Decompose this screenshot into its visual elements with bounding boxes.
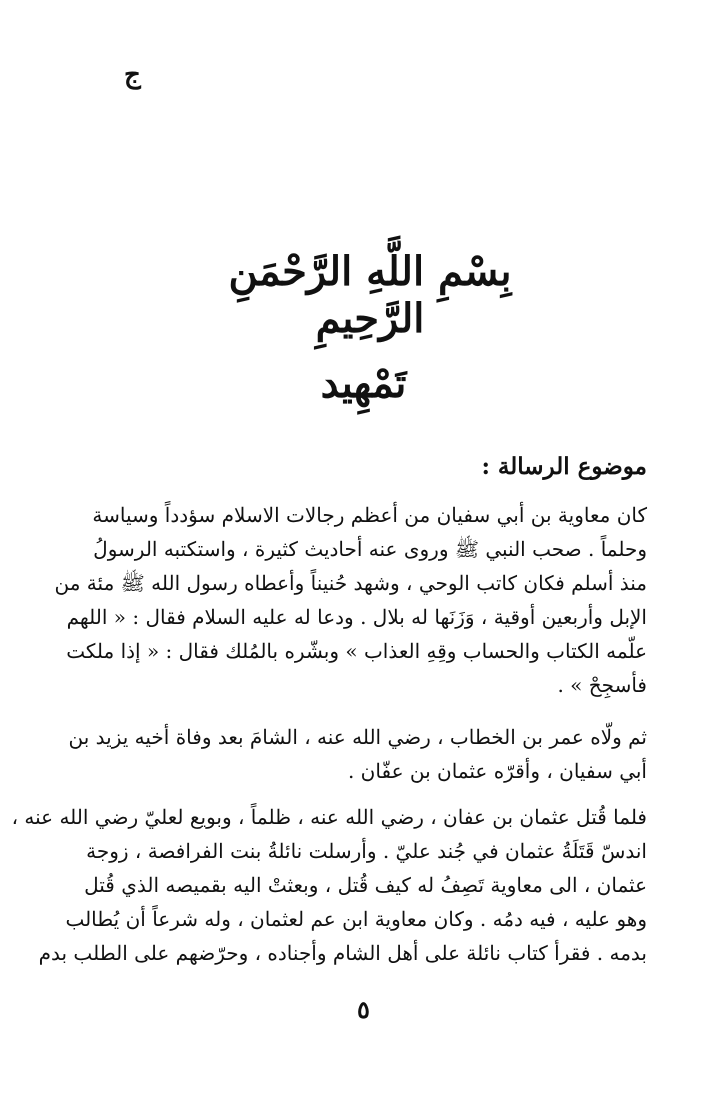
text-line: فأسجِحْ » . [557,673,647,697]
text-line: عثمان ، الى معاوية تَصِفُ له كيف قُتل ، وبعثتْ اليه بقميصه الذي قُتل [84,873,647,897]
paragraph-1 [54,498,647,702]
text-line: وهو عليه ، فيه دمُه . وكان معاوية ابن عم لعثمان ، وله شرعاً أن يُطالب [65,907,647,931]
text-line: وحلماً . صحب النبي ﷺ وروى عنه أحاديث كثيرة ، واستكتبه الرسولُ [93,537,647,561]
text-line: الإبل وأربعين أوقية ، وَزَنَها له بلال . ودعا له عليه السلام فقال : « اللهم [66,605,647,629]
text-line: علّمه الكتاب والحساب وقِهِ العذاب » وبشّره بالمُلك فقال : « إذا ملكت [66,639,647,663]
page-header-letter: ج [124,60,141,90]
text-line: ثم ولّاه عمر بن الخطاب ، رضي الله عنه ، الشامَ بعد وفاة أخيه يزيد بن [68,725,647,749]
paragraph-2 [68,720,647,788]
text-line: منذ أسلم فكان كاتب الوحي ، وشهد حُنيناً وأعطاه رسول الله ﷺ مئة من [54,571,647,595]
page-number: ٥ [357,995,370,1024]
text-line: فلما قُتل عثمان بن عفان ، رضي الله عنه ، ظلماً ، وبويع لعليّ رضي الله عنه ، [11,805,647,829]
chapter-heading: تَمْهِيد [320,360,407,407]
text-line: اندسّ قَتَلَةُ عثمان في جُند عليّ . وأرسلت نائلةُ بنت الفرافصة ، زوجة [86,839,647,863]
basmala-calligraphy: بِسْمِ اللَّهِ الرَّحْمَنِ الرَّحِيمِ [228,248,512,342]
text-line: أبي سفيان ، وأقرّه عثمان بن عفّان . [347,759,647,783]
section-title: موضوع الرسالة : [481,453,647,480]
text-line: بدمه . فقرأ كتاب نائلة على أهل الشام وأجناده ، وحرّضهم على الطلب بدم [38,941,647,965]
paragraph-3 [11,800,647,970]
text-line: كان معاوية بن أبي سفيان من أعظم رجالات الاسلام سؤدداً وسياسة [92,503,647,527]
